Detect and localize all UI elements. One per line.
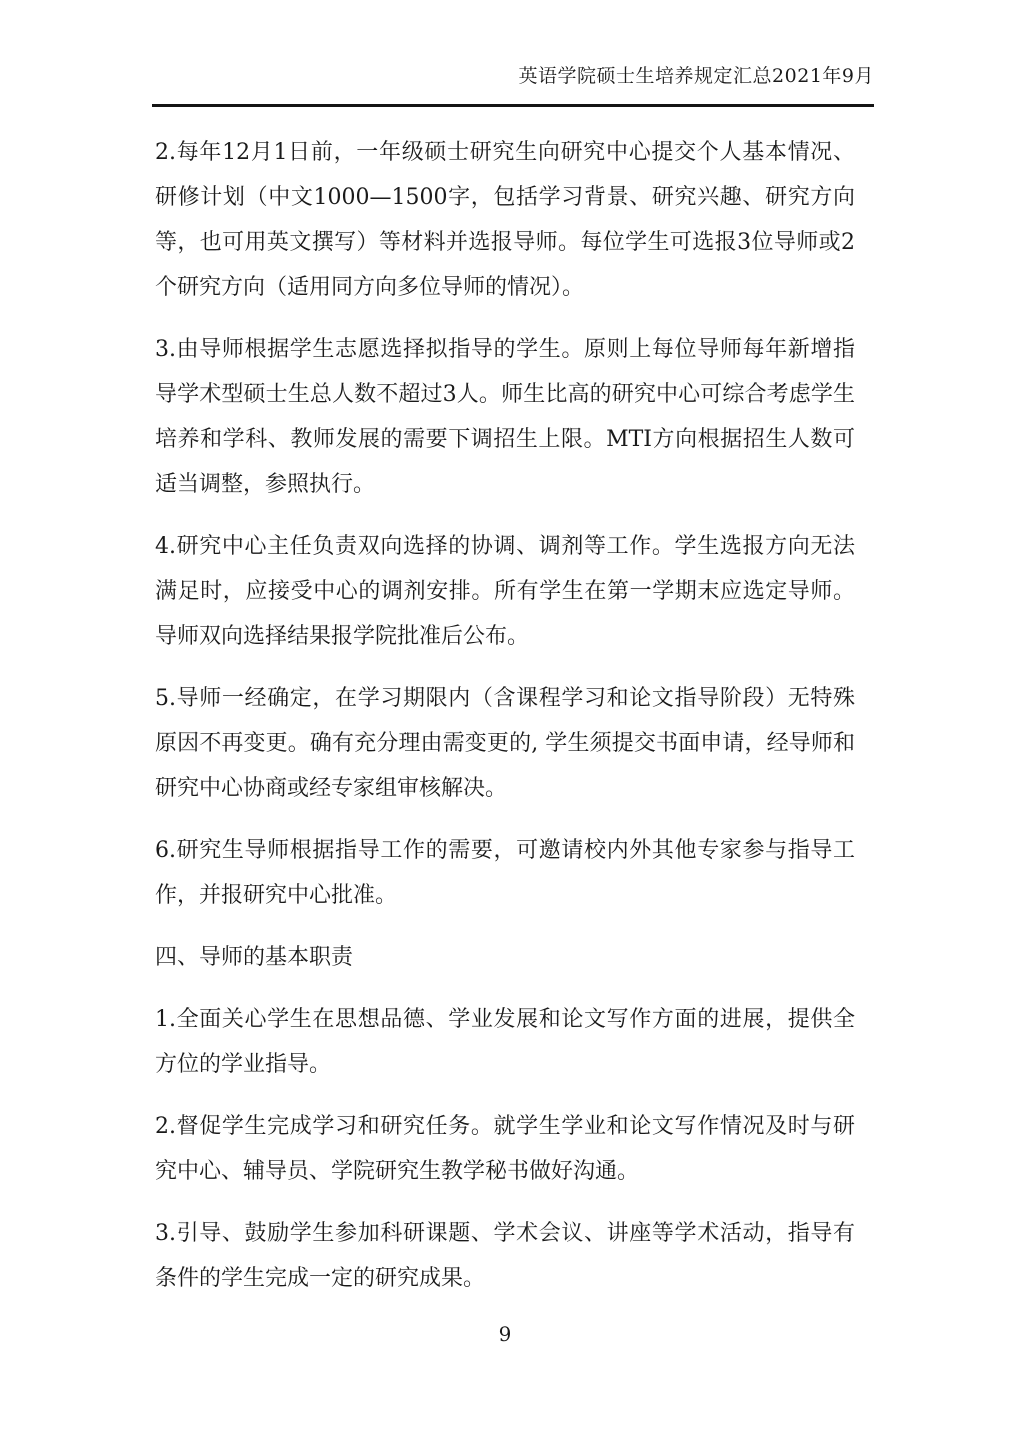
- header-rule: [152, 104, 874, 107]
- paragraph-item-2: 2.每年12月1日前，一年级硕士研究生向研究中心提交个人基本情况、研修计划（中文1000—1500字，包括学习背景、研究兴趣、研究方向等，也可用英文撰写）等材料并选报导师。每位学生可选报3位导师或2个研究方向（适用同方向多位导师的情况）。: [155, 140, 855, 300]
- document-body: [155, 130, 855, 1318]
- section-heading-mentor-duties: 四、导师的基本职责: [155, 945, 354, 970]
- paragraph-item-4: 4.研究中心主任负责双向选择的协调、调剂等工作。学生选报方向无法满足时，应接受中心的调剂安排。所有学生在第一学期末应选定导师。导师双向选择结果报学院批准后公布。: [155, 534, 855, 649]
- paragraph-item-5: 5.导师一经确定，在学习期限内（含课程学习和论文指导阶段）无特殊原因不再变更。确有充分理由需变更的, 学生须提交书面申请，经导师和研究中心协商或经专家组审核解决。: [155, 686, 855, 801]
- section-paragraph-item-1: 1.全面关心学生在思想品德、学业发展和论文写作方面的进展，提供全方位的学业指导。: [155, 1007, 855, 1077]
- paragraph-item-3: 3.由导师根据学生志愿选择拟指导的学生。原则上每位导师每年新增指导学术型硕士生总人数不超过3人。师生比高的研究中心可综合考虑学生培养和学科、教师发展的需要下调招生上限。MTI方向根据招生人数可适当调整，参照执行。: [155, 337, 855, 497]
- running-header-title: 英语学院硕士生培养规定汇总2021年9月: [518, 65, 874, 87]
- section-paragraph-item-2: 2.督促学生完成学习和研究任务。就学生学业和论文写作情况及时与研究中心、辅导员、学院研究生教学秘书做好沟通。: [155, 1114, 855, 1184]
- paragraph-item-6: 6.研究生导师根据指导工作的需要，可邀请校内外其他专家参与指导工作，并报研究中心批准。: [155, 838, 855, 908]
- section-paragraph-item-3: 3.引导、鼓励学生参加科研课题、学术会议、讲座等学术活动，指导有条件的学生完成一定的研究成果。: [155, 1221, 855, 1291]
- page-number: 9: [498, 1322, 512, 1346]
